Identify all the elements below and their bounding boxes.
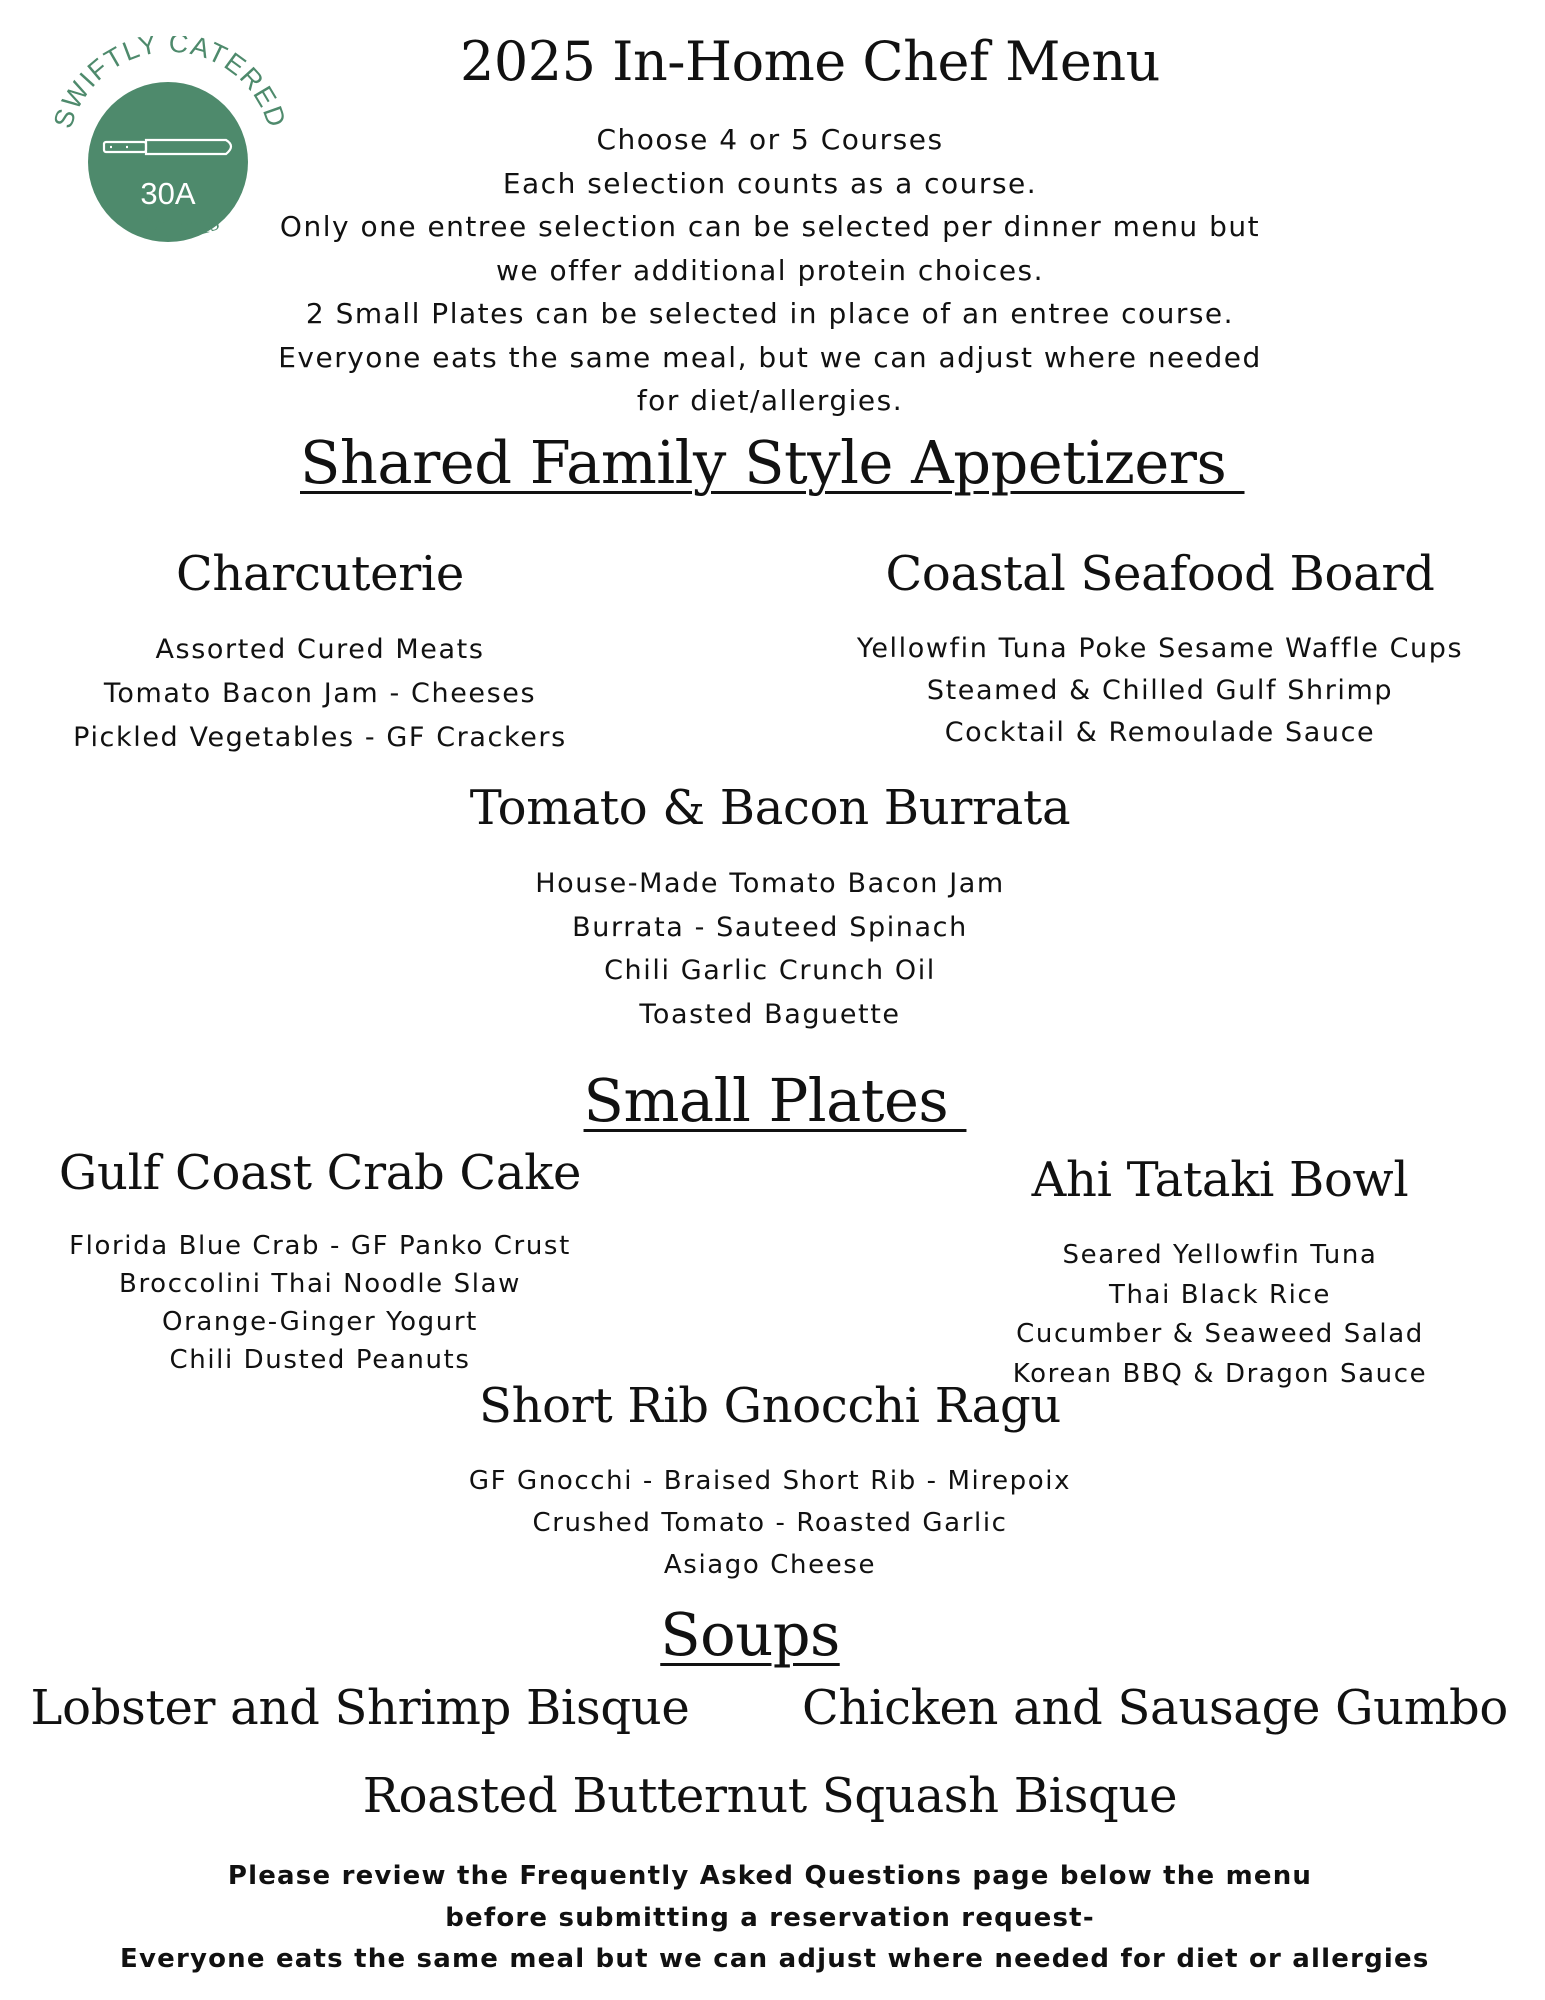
dish-line: Cocktail & Remoulade Sauce xyxy=(944,717,1376,748)
dish-line: Assorted Cured Meats xyxy=(155,634,485,665)
intro-line: 2 Small Plates can be selected in place of an entree course. xyxy=(305,297,1235,330)
footer-line: Please review the Frequently Asked Questions page below the menu xyxy=(227,1861,1313,1891)
dish-title-tomato-bacon-burrata: Tomato & Bacon Burrata xyxy=(469,780,1071,836)
intro-text xyxy=(270,118,1270,423)
brand-logo xyxy=(50,36,290,266)
dish-line: GF Gnocchi - Braised Short Rib - Mirepoix xyxy=(468,1466,1072,1496)
logo-bottom-text: EST. 2015 xyxy=(132,210,223,242)
dish-line: Seared Yellowfin Tuna xyxy=(1062,1240,1378,1270)
dish-line: Thai Black Rice xyxy=(1109,1279,1331,1310)
dish-line: Crushed Tomato - Roasted Garlic xyxy=(532,1508,1008,1538)
intro-line: we offer additional protein choices. xyxy=(495,253,1045,287)
dish-line: Pickled Vegetables - GF Crackers xyxy=(73,722,567,753)
logo-top-text: SWIFTLY CATERED xyxy=(50,36,290,132)
dish-line: Toasted Baguette xyxy=(639,998,901,1030)
dish-line: Steamed & Chilled Gulf Shrimp xyxy=(926,675,1394,706)
soup-title-chicken-sausage-gumbo: Chicken and Sausage Gumbo xyxy=(801,1680,1508,1736)
intro-line: Choose 4 or 5 Courses xyxy=(596,123,944,156)
intro-line: Only one entree selection can be selected per dinner menu but xyxy=(279,210,1261,243)
dish-line: Yellowfin Tuna Poke Sesame Waffle Cups xyxy=(856,633,1464,664)
dish-title-ahi-tataki-bowl: Ahi Tataki Bowl xyxy=(1031,1152,1409,1208)
footer-line: Everyone eats the same meal but we can adjust where needed for diet or allergies xyxy=(120,1944,1430,1974)
dish-line: Florida Blue Crab - GF Panko Crust xyxy=(69,1231,571,1261)
soup-title-lobster-shrimp-bisque: Lobster and Shrimp Bisque xyxy=(30,1680,690,1736)
section-heading-soups: Soups xyxy=(660,1600,840,1669)
dish-description-ahi-tataki-bowl xyxy=(960,1236,1480,1394)
dish-line: Tomato Bacon Jam - Cheeses xyxy=(103,678,537,709)
dish-title-short-rib-gnocchi-ragu: Short Rib Gnocchi Ragu xyxy=(478,1378,1061,1434)
dish-line: Asiago Cheese xyxy=(663,1550,877,1580)
intro-line: Everyone eats the same meal, but we can adjust where needed xyxy=(278,340,1262,374)
dish-line: Broccolini Thai Noodle Slaw xyxy=(119,1269,521,1299)
footer-line: before submitting a reservation request- xyxy=(445,1902,1095,1933)
intro-line: Each selection counts as a course. xyxy=(502,166,1038,200)
dish-title-coastal-seafood-board: Coastal Seafood Board xyxy=(885,546,1435,602)
logo-center-text: 30A xyxy=(140,176,196,211)
dish-description-tomato-bacon-burrata xyxy=(420,862,1120,1036)
soup-title-butternut-squash-bisque: Roasted Butternut Squash Bisque xyxy=(362,1768,1178,1824)
dish-line: Korean BBQ & Dragon Sauce xyxy=(1012,1358,1428,1389)
dish-line: House-Made Tomato Bacon Jam xyxy=(535,868,1005,899)
dish-line: Chili Garlic Crunch Oil xyxy=(604,955,936,986)
dish-description-coastal-seafood-board xyxy=(820,628,1500,754)
dish-description-charcuterie xyxy=(40,628,600,760)
logo-graphic xyxy=(50,36,290,266)
footer-note xyxy=(120,1856,1430,1981)
intro-line: for diet/allergies. xyxy=(636,384,904,417)
dish-line: Burrata - Sauteed Spinach xyxy=(572,911,968,943)
dish-line: Cucumber & Seaweed Salad xyxy=(1016,1319,1424,1349)
dish-line: Chili Dusted Peanuts xyxy=(169,1345,471,1375)
dish-title-charcuterie: Charcuterie xyxy=(175,546,465,602)
dish-title-gulf-coast-crab-cake: Gulf Coast Crab Cake xyxy=(58,1145,582,1201)
section-heading-small-plates: Small Plates xyxy=(583,1066,967,1135)
section-heading-appetizers: Shared Family Style Appetizers xyxy=(300,428,1245,497)
dish-description-gulf-coast-crab-cake xyxy=(40,1227,600,1379)
dish-description-short-rib-gnocchi-ragu xyxy=(420,1460,1120,1586)
dish-line: Orange-Ginger Yogurt xyxy=(162,1307,478,1337)
page-title: 2025 In-Home Chef Menu xyxy=(460,30,1160,93)
